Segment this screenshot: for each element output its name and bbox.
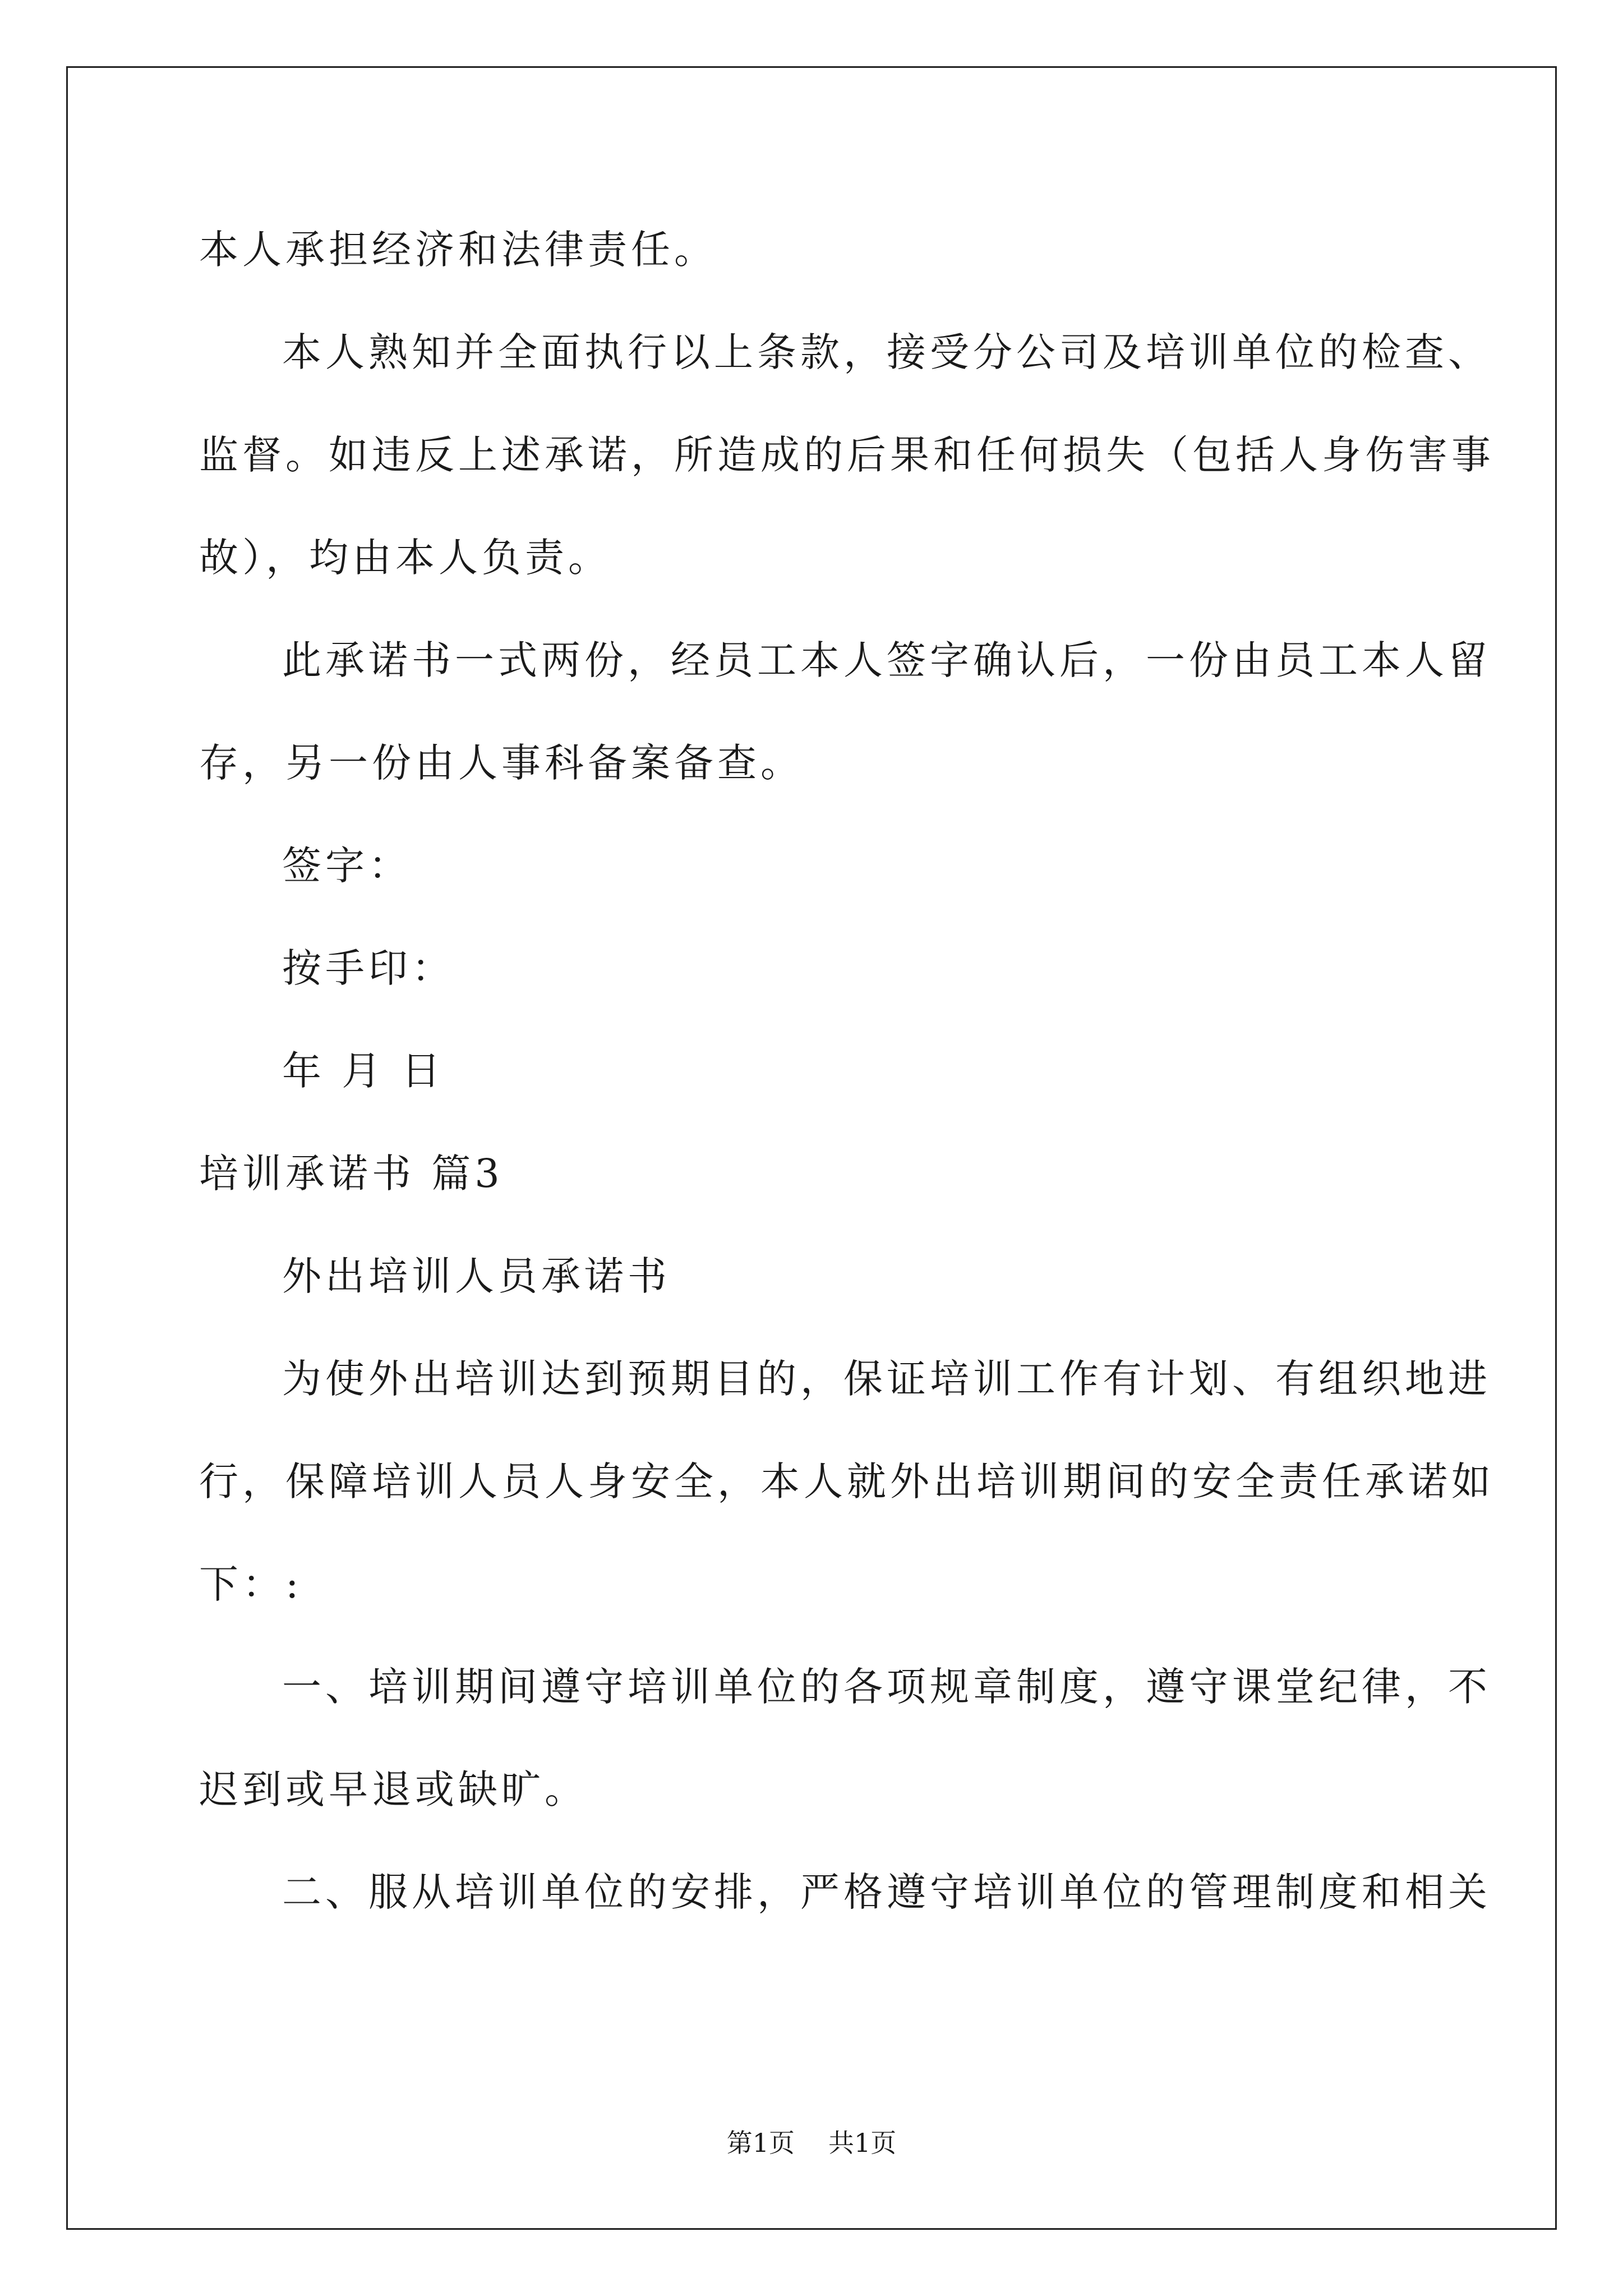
text-line: 故），均由本人负责。	[199, 535, 611, 581]
paragraph-line: 为使外出培训达到预期目的，保证培训工作有计划、有组织地进	[282, 1356, 1491, 1402]
text-line: 本人承担经济和法律责任。	[199, 227, 717, 273]
fingerprint-label: 按手印：	[282, 945, 455, 991]
paragraph-line: 二、服从培训单位的安排，严格遵守培训单位的管理制度和相关	[282, 1869, 1491, 1915]
page-footer	[0, 2126, 1623, 2160]
signature-label: 签字：	[282, 843, 412, 889]
document-title: 外出培训人员承诺书	[282, 1253, 671, 1299]
paragraph-line: 此承诺书一式两份，经员工本人签字确认后，一份由员工本人留	[282, 637, 1491, 683]
page-number: 第1页	[726, 2128, 795, 2158]
section-heading: 培训承诺书 篇3	[199, 1151, 504, 1197]
text-line: 迟到或早退或缺旷。	[199, 1766, 588, 1812]
paragraph-line: 一、培训期间遵守培训单位的各项规章制度，遵守课堂纪律，不	[282, 1664, 1491, 1710]
text-line: 存，另一份由人事科备案备查。	[199, 740, 804, 786]
text-line: 监督。如违反上述承诺，所造成的后果和任何损失（包括人身伤害事	[199, 432, 1495, 478]
text-line: 下：:	[199, 1561, 303, 1607]
page-total: 共1页	[828, 2128, 897, 2158]
text-line: 行，保障培训人员人身安全，本人就外出培训期间的安全责任承诺如	[199, 1458, 1495, 1504]
date-line: 年 月 日	[282, 1048, 445, 1094]
paragraph-line: 本人熟知并全面执行以上条款，接受分公司及培训单位的检查、	[282, 329, 1491, 375]
